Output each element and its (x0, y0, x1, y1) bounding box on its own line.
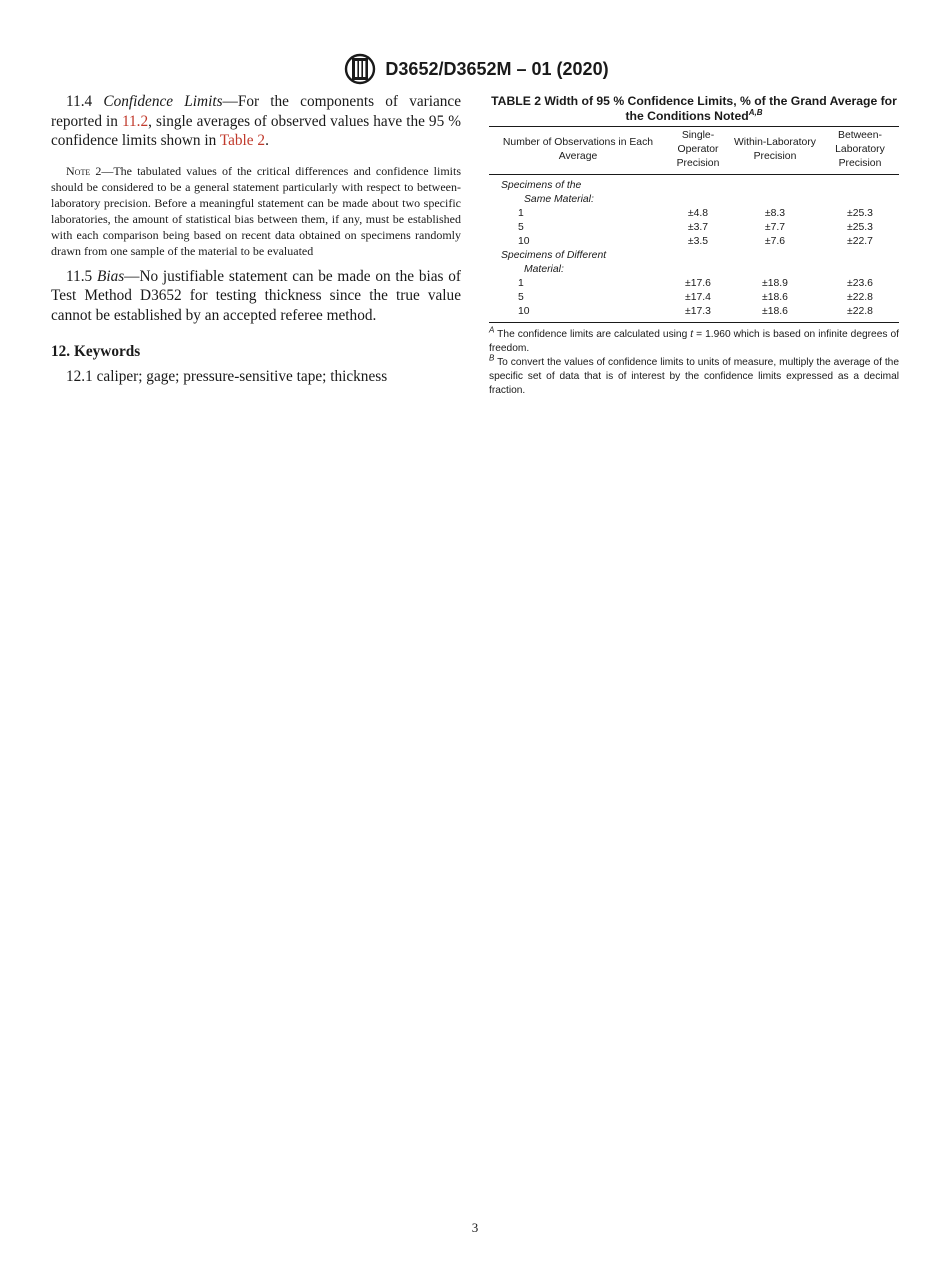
cell-observations: 1 (518, 278, 524, 289)
group-label-row (489, 249, 899, 263)
table-row (489, 235, 899, 249)
page-header (0, 52, 950, 86)
section-11-2-link[interactable]: 11.2 (121, 112, 149, 130)
cell-within: ±18.9 (762, 278, 788, 289)
table-row (489, 291, 899, 305)
footnote-text: = 1.960 which is based on infinite degrees of freedom. (489, 329, 899, 354)
cell-between: ±25.3 (847, 208, 873, 219)
cell-single: ±17.4 (685, 292, 711, 303)
section-11-4 (51, 92, 461, 151)
document-title: D3652/D3652M – 01 (2020) (385, 58, 609, 79)
table-row (489, 221, 899, 235)
section-text: For the components of variance reported in (51, 93, 462, 130)
footnote-a (489, 325, 899, 356)
cell-within: ±7.6 (764, 236, 786, 247)
cell-observations: 5 (518, 292, 524, 303)
table-row (489, 305, 899, 323)
section-12-1 (51, 367, 461, 387)
section-number: 11.5 (66, 267, 93, 285)
table-row (489, 277, 899, 291)
group-label: Same Material: (524, 194, 594, 205)
note-text: 2—The tabulated values of the critical differences and confidence limits should be considered to be a general statement particularly with respect to between-laboratory precision. Before a meaningful statement can be made about two specific laboratories, the amount of statistical bias between them, if any, must be established with each comparison being based on recent data obtained on specimens randomly drawn from one sample of the material to be evaluated (51, 163, 461, 258)
footnote-mark: B (489, 353, 495, 363)
page-number: 3 (471, 1220, 479, 1235)
section-text: caliper; gage; pressure-sensitive tape; thickness (96, 368, 388, 385)
cell-single: ±17.3 (685, 306, 711, 317)
section-text: . (265, 132, 269, 149)
cell-observations: 10 (518, 306, 530, 317)
dash: — (222, 93, 238, 110)
footnote-mark: A (489, 325, 495, 335)
right-column (489, 94, 899, 398)
dash: — (124, 267, 140, 285)
cell-single: ±17.6 (685, 278, 711, 289)
header-between-laboratory: Between-Laboratory Precision (835, 130, 885, 169)
section-text: No justifiable statement can be made on the bias of Test Method D3652 for testing thickness since the true value cannot be established by an accepted referee method. (51, 267, 461, 324)
cell-between: ±22.8 (847, 306, 873, 317)
astm-logo-icon (341, 53, 379, 85)
footnote-b (489, 353, 899, 398)
table-title-footnote-marks: A,B (748, 107, 763, 117)
footnote-variable: t (690, 329, 694, 340)
header-observations: Number of Observations in Each Average (502, 137, 654, 162)
section-12-heading: 12. Keywords (51, 343, 141, 360)
note-label: Note (66, 163, 91, 178)
footnote-text: The confidence limits are calculated using (494, 329, 691, 340)
section-text: , single averages of observed values have the 95 % confidence limits shown in (51, 112, 462, 149)
group-label-row (489, 263, 899, 277)
cell-within: ±7.7 (764, 222, 786, 233)
cell-between: ±22.8 (847, 292, 873, 303)
note-2 (51, 163, 461, 259)
table-2 (489, 126, 899, 323)
section-number: 12.1 (66, 368, 93, 385)
table-header-row (489, 127, 899, 175)
left-column (51, 92, 461, 387)
cell-single: ±4.8 (687, 208, 709, 219)
table-row (489, 207, 899, 221)
cell-within: ±8.3 (764, 208, 786, 219)
cell-observations: 10 (518, 236, 530, 247)
group-label-row (489, 193, 899, 207)
cell-within: ±18.6 (762, 306, 788, 317)
cell-single: ±3.5 (687, 236, 709, 247)
group-label: Specimens of Different (501, 250, 607, 261)
cell-single: ±3.7 (687, 222, 709, 233)
footnote-text: To convert the values of confidence limits to units of measure, multiply the average of the specific set of data that is of interest by the confidence limits expressed as a decimal fraction. (489, 357, 899, 396)
section-title: Bias (96, 267, 125, 285)
table-2-title (489, 94, 899, 124)
section-title: Confidence Limits (103, 93, 223, 110)
cell-observations: 5 (518, 222, 524, 233)
group-label: Material: (524, 264, 564, 275)
cell-within: ±18.6 (762, 292, 788, 303)
section-number: 11.4 (66, 93, 93, 110)
cell-between: ±25.3 (847, 222, 873, 233)
header-single-operator: Single-Operator Precision (676, 130, 720, 169)
table-2-link[interactable]: Table 2 (219, 132, 266, 149)
group-label: Specimens of the (501, 180, 582, 191)
group-label-row (489, 175, 899, 194)
cell-observations: 1 (518, 208, 524, 219)
header-within-laboratory: Within-Laboratory Precision (733, 137, 816, 162)
section-11-5 (51, 267, 461, 326)
cell-between: ±22.7 (847, 236, 873, 247)
table-title-text: TABLE 2 Width of 95 % Confidence Limits, % of the Grand Average for the Conditions Noted (491, 94, 897, 123)
cell-between: ±23.6 (847, 278, 873, 289)
